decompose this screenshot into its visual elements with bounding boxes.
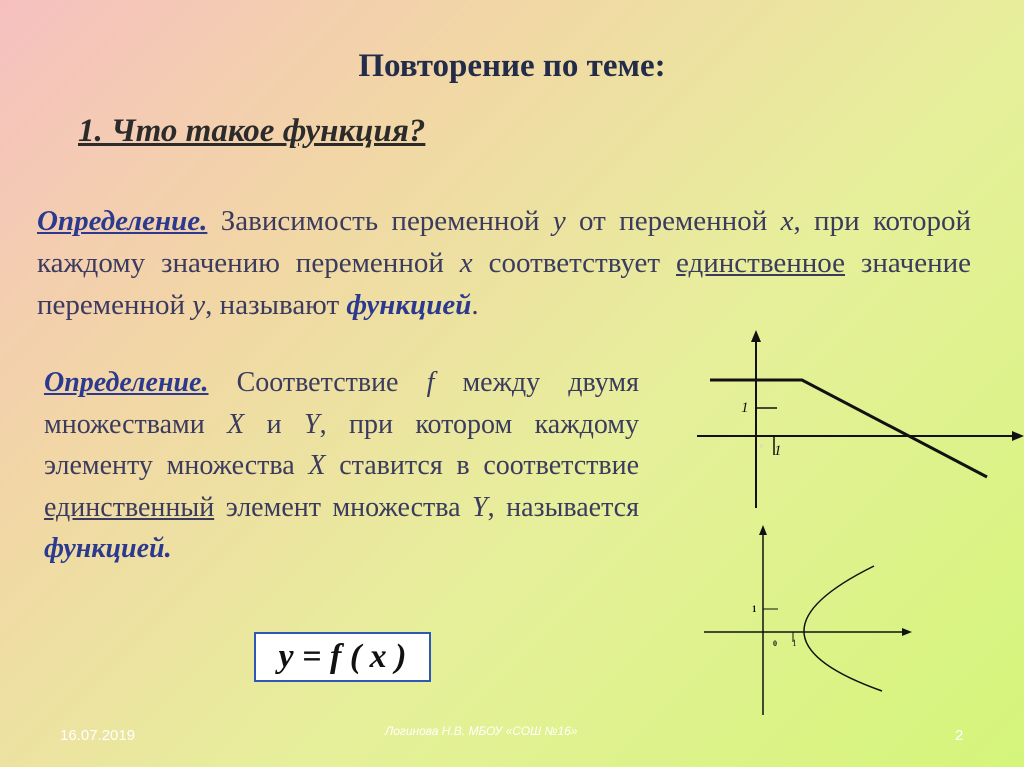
slide-title: Повторение по теме: [358,48,666,84]
definition-1-term: функцией [346,289,472,321]
definition-1-text: значение переменной [37,247,971,321]
var-x: х [459,247,473,279]
definition-2-text: Соответствие [208,367,427,398]
y-axis-arrow [751,330,761,342]
tick-x-label: 1 [774,443,782,459]
definition-1-label: Определение. [37,205,208,237]
parabola-curve [804,566,882,691]
definition-2-text: элемент множества [214,491,473,523]
var-y: у [552,205,566,237]
x-axis-arrow [1012,431,1024,441]
graph-parabola [700,525,912,717]
definition-2-text: ставится в соответствие [325,450,639,481]
var-y: у [192,289,206,321]
set-x: X [227,408,245,440]
footer-date: 16.07.2019 [60,727,136,744]
definition-1-text: , называют [205,289,347,321]
tick-y-label: 1 [741,400,749,416]
set-y: Y [304,408,320,440]
graph-linear [690,330,1024,510]
footer-page-number: 2 [955,727,964,744]
set-y: Y [472,491,488,523]
definition-1-emphasis: единственное [676,247,845,279]
definition-2-text: между двумя множествами [44,367,639,440]
var-f: f [426,367,435,398]
footer-author: Логинова Н.В. МБОУ «СОШ №16» [385,724,578,738]
definition-2-text: , при котором каждому элементу множества [44,408,639,481]
definition-2-term: функцией. [44,533,172,564]
definition-1-text: , при которой каждому значению переменной [37,205,971,279]
definition-1-text: от переменной [565,205,781,237]
definition-1-text: . [471,289,479,321]
definition-2-emphasis: единственный [44,491,215,523]
x-axis-arrow [902,628,912,636]
function-line [710,380,987,477]
question-heading: 1. Что такое функция? [78,113,426,149]
definition-2 [44,362,639,570]
definition-2-text: и [244,408,305,440]
set-x: X [308,450,326,481]
var-x: х [780,205,794,237]
function-formula: y = f ( x ) [254,632,431,682]
definition-1 [37,200,971,326]
definition-2-text: , называется [487,491,639,523]
definition-2-label: Определение. [44,367,209,398]
origin-label: 0 [773,639,777,648]
y-axis-arrow [759,525,767,535]
origin-label: 0 [760,444,763,450]
definition-1-text: Зависимость переменной [207,205,553,237]
tick-y-label: 1 [752,604,757,614]
definition-1-text: соответствует [472,247,676,279]
tick-x-label: 1 [792,638,797,648]
